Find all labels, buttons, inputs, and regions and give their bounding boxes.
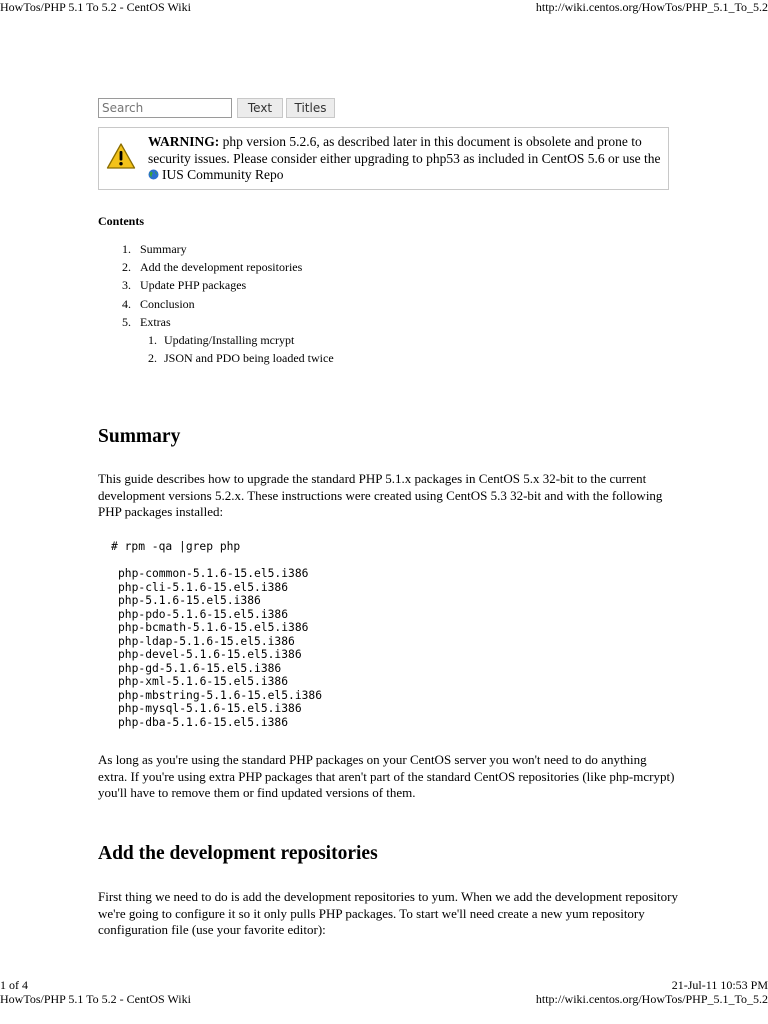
- toc-link[interactable]: Conclusion: [140, 296, 195, 311]
- toc-subitem[interactable]: [98, 349, 334, 367]
- toc-link[interactable]: Add the development repositories: [140, 260, 303, 275]
- toc-number: 5.: [122, 314, 131, 329]
- extra-packages-paragraph: As long as you're using the standard PHP packages on your CentOS server you won't need to do anything extra. If you're using extra PHP packages that aren't part of the standard CentOS repositories (like php-mcrypt) you'll have to remove them or find updated versions of them.: [98, 752, 675, 800]
- text-search-button[interactable]: Text: [237, 98, 283, 118]
- toc-number: 1.: [148, 333, 157, 348]
- toc-subitem[interactable]: [98, 331, 334, 349]
- toc-item[interactable]: [98, 276, 334, 294]
- warning-text: [148, 134, 663, 184]
- dev-repos-heading: Add the development repositories: [98, 843, 378, 864]
- toc-number: 3.: [122, 278, 131, 293]
- dev-repos-paragraph: First thing we need to do is add the development repositories to yum. When we add the development repository we're going to configure it so it only pulls PHP packages. To start we'll need create a new yum repository configuration file (use your favorite editor):: [98, 889, 678, 937]
- table-of-contents: [98, 240, 334, 367]
- next-page-url[interactable]: http://wiki.centos.org/HowTos/PHP_5.1_To_5.2: [535, 992, 768, 1006]
- titles-search-button[interactable]: Titles: [286, 98, 335, 118]
- warning-triangle-icon: [106, 142, 136, 170]
- print-datetime: 21-Jul-11 10:53 PM: [671, 978, 768, 992]
- ius-repo-link[interactable]: IUS Community Repo: [162, 167, 284, 182]
- warning-box: [98, 127, 669, 190]
- summary-paragraph: This guide describes how to upgrade the standard PHP 5.1.x packages in CentOS 5.x 32-bit to the current development versions 5.2.x. These instructions were created using CentOS 5.3 32-bit and with the following PHP packages installed:: [98, 471, 663, 519]
- toc-link[interactable]: Update PHP packages: [140, 278, 247, 293]
- toc-item[interactable]: [98, 295, 334, 313]
- toc-item[interactable]: [98, 258, 334, 276]
- rpm-command: # rpm -qa |grep php: [111, 540, 241, 553]
- page-count: 1 of 4: [0, 978, 28, 992]
- toc-number: 2.: [148, 351, 157, 366]
- toc-number: 1.: [122, 242, 131, 256]
- toc-item[interactable]: [98, 313, 334, 331]
- print-header-url[interactable]: http://wiki.centos.org/HowTos/PHP_5.1_To_5.2: [535, 0, 768, 14]
- toc-link[interactable]: Updating/Installing mcrypt: [164, 333, 295, 348]
- summary-heading: Summary: [98, 426, 181, 447]
- toc-number: 4.: [122, 296, 131, 311]
- contents-heading: Contents: [98, 214, 145, 228]
- toc-link[interactable]: JSON and PDO being loaded twice: [164, 351, 334, 366]
- package-list: php-common-5.1.6-15.el5.i386 php-cli-5.1.6-15.el5.i386 php-5.1.6-15.el5.i386 php-pdo-5.1.6-15.el5.i386 php-bcmath-5.1.6-15.el5.i386 php-ldap-5.1.6-15.el5.i386 php-devel-5.1.6-15.el5.i386 php-gd-5.1.6-15.el5.i386 php-xml-5.1.6-15.el5.i386 php-mbstring-5.1.6-15.el5.i386 php-mysql-5.1.6-15.el5.i386 php-dba-5.1.6-15.el5.i386: [118, 567, 323, 729]
- toc-link[interactable]: Extras: [140, 314, 171, 329]
- search-input[interactable]: [98, 98, 232, 118]
- next-page-title: HowTos/PHP 5.1 To 5.2 - CentOS Wiki: [0, 992, 191, 1006]
- warning-message: php version 5.2.6, as described later in this document is obsolete and prone to security issues. Please consider either upgrading to php53 as included in CentOS 5.6 or use the: [148, 134, 661, 166]
- globe-icon: [148, 169, 159, 180]
- toc-number: 2.: [122, 260, 131, 275]
- print-header-title: HowTos/PHP 5.1 To 5.2 - CentOS Wiki: [0, 0, 191, 14]
- toc-item[interactable]: [98, 240, 334, 258]
- warning-label: WARNING:: [148, 134, 220, 149]
- toc-link[interactable]: Summary: [140, 242, 187, 256]
